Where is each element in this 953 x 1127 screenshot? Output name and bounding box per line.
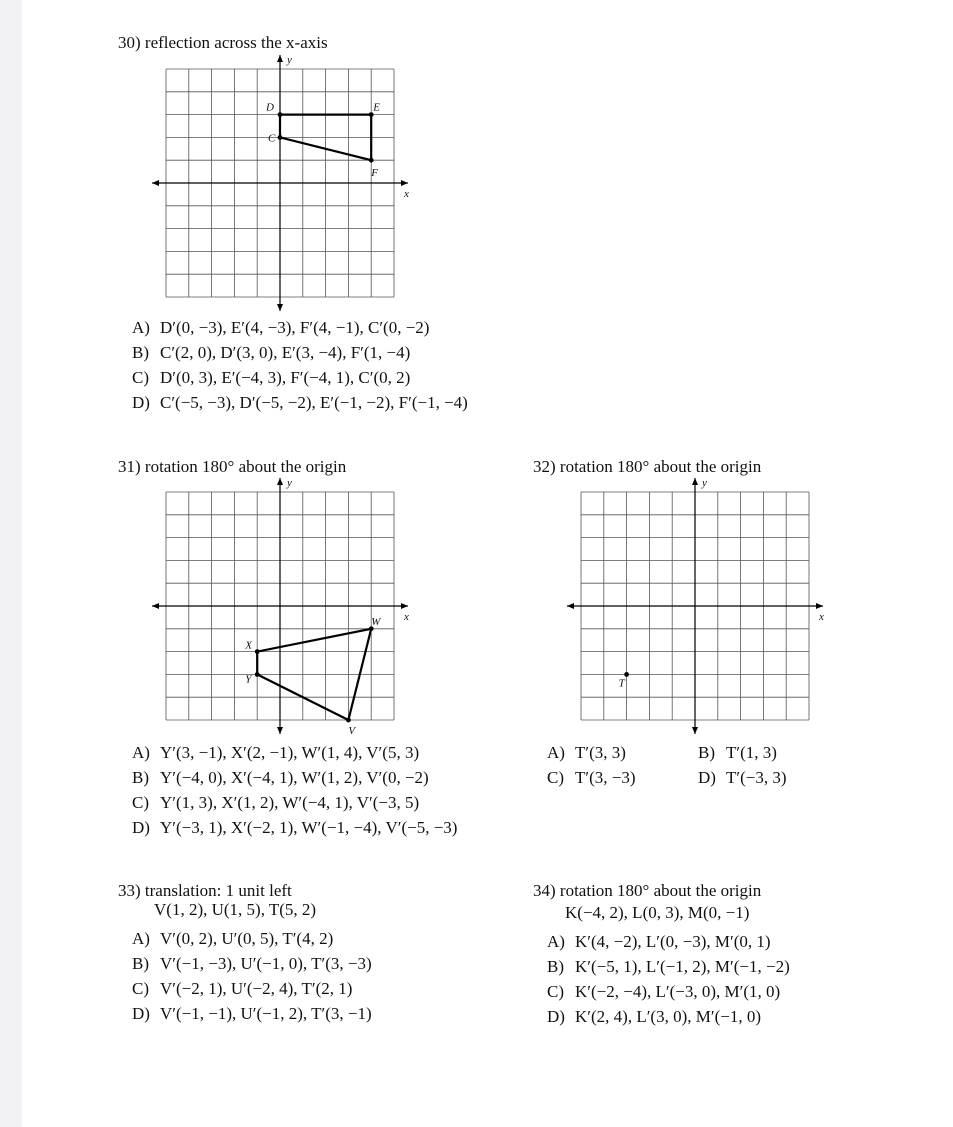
choice-text: Y′(3, −1), X′(2, −1), W′(1, 4), V′(5, 3) — [160, 743, 420, 762]
choice-letter: C) — [132, 368, 149, 387]
choice-letter: D) — [132, 1004, 150, 1023]
problem-30-title: 30) reflection across the x-axis — [118, 33, 328, 52]
problem-34-choice-d[interactable] — [547, 1007, 761, 1027]
choice-letter: C) — [547, 982, 564, 1001]
problem-34-choice-b[interactable] — [547, 957, 790, 977]
vertex-label-e: E — [373, 101, 380, 114]
choice-letter: D) — [132, 393, 150, 412]
choice-letter: A) — [132, 743, 150, 762]
choice-text: K′(−5, 1), L′(−1, 2), M′(−1, −2) — [575, 957, 790, 976]
choice-text: T′(−3, 3) — [726, 768, 787, 787]
choice-text: C′(−5, −3), D′(−5, −2), E′(−1, −2), F′(−1, −4) — [160, 393, 468, 412]
choice-letter: A) — [132, 929, 150, 948]
choice-text: Y′(−3, 1), X′(−2, 1), W′(−1, −4), V′(−5, −3) — [160, 818, 458, 837]
choice-text: V′(−1, −1), U′(−1, 2), T′(3, −1) — [160, 1004, 372, 1023]
choice-text: V′(0, 2), U′(0, 5), T′(4, 2) — [160, 929, 334, 948]
vertex-label-x: X — [245, 639, 252, 652]
vertex-label-d: D — [266, 101, 274, 114]
choice-letter: C) — [547, 768, 564, 787]
choice-text: Y′(1, 3), X′(1, 2), W′(−4, 1), V′(−3, 5) — [160, 793, 420, 812]
problem-33-points: V(1, 2), U(1, 5), T(5, 2) — [154, 900, 317, 919]
vertex-label-y: Y — [245, 673, 252, 686]
y-axis-label: y — [702, 477, 707, 489]
vertex-label-t: T — [618, 677, 625, 690]
choice-letter: B) — [547, 957, 564, 976]
choice-letter: A) — [132, 318, 150, 337]
choice-letter: B) — [132, 954, 149, 973]
problem-34-title: 34) rotation 180° about the origin — [533, 881, 762, 900]
problem-34-points: K(−4, 2), L(0, 3), M(0, −1) — [565, 903, 750, 922]
problem-34-choice-c[interactable] — [547, 982, 780, 1002]
choice-text: D′(0, −3), E′(4, −3), F′(4, −1), C′(0, −2) — [160, 318, 430, 337]
x-axis-label: x — [404, 188, 409, 200]
problem-32-title: 32) rotation 180° about the origin — [533, 457, 762, 476]
choice-text: T′(3, 3) — [575, 743, 626, 762]
x-axis-label: x — [819, 611, 824, 623]
y-axis-label: y — [287, 54, 292, 66]
choice-text: K′(−2, −4), L′(−3, 0), M′(1, 0) — [575, 982, 781, 1001]
choice-letter: B) — [698, 743, 715, 762]
vertex-label-w: W — [371, 615, 381, 628]
choice-text: C′(2, 0), D′(3, 0), E′(3, −4), F′(1, −4) — [160, 343, 411, 362]
choice-letter: A) — [547, 743, 565, 762]
choice-letter: D) — [698, 768, 716, 787]
choice-text: T′(3, −3) — [575, 768, 636, 787]
y-axis-label: y — [287, 477, 292, 489]
choice-letter: B) — [132, 343, 149, 362]
choice-text: V′(−2, 1), U′(−2, 4), T′(2, 1) — [160, 979, 353, 998]
choice-letter: B) — [132, 768, 149, 787]
choice-letter: A) — [547, 932, 565, 951]
choice-text: T′(1, 3) — [726, 743, 777, 762]
vertex-label-c: C — [268, 132, 276, 145]
x-axis-label: x — [404, 611, 409, 623]
choice-letter: C) — [132, 979, 149, 998]
worksheet-page — [22, 0, 953, 1127]
problem-34 — [22, 0, 953, 1040]
choice-text: Y′(−4, 0), X′(−4, 1), W′(1, 2), V′(0, −2) — [160, 768, 429, 787]
choice-text: D′(0, 3), E′(−4, 3), F′(−4, 1), C′(0, 2) — [160, 368, 411, 387]
choice-letter: D) — [547, 1007, 565, 1026]
problem-33-title: 33) translation: 1 unit left — [118, 881, 292, 900]
choice-text: K′(2, 4), L′(3, 0), M′(−1, 0) — [575, 1007, 761, 1026]
vertex-label-f: F — [371, 167, 378, 180]
choice-letter: D) — [132, 818, 150, 837]
choice-text: V′(−1, −3), U′(−1, 0), T′(3, −3) — [160, 954, 372, 973]
choice-text: K′(4, −2), L′(0, −3), M′(0, 1) — [575, 932, 771, 951]
choice-letter: C) — [132, 793, 149, 812]
problem-34-choice-a[interactable] — [547, 932, 771, 952]
problem-31-title: 31) rotation 180° about the origin — [118, 457, 347, 476]
vertex-label-v: V — [348, 725, 356, 737]
